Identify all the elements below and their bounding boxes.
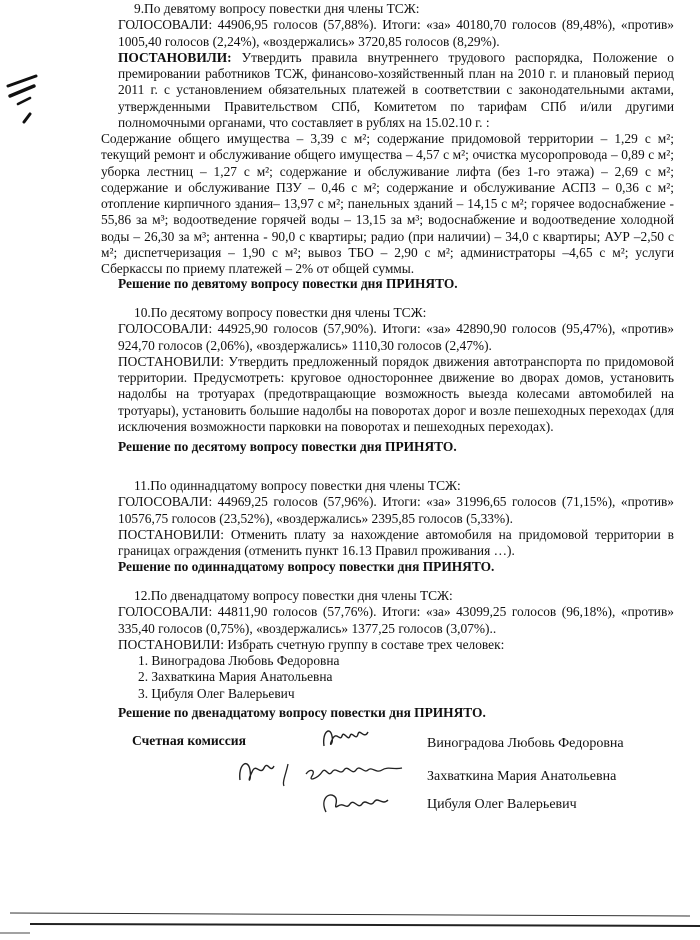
list-item: 2. Захваткина Мария Анатольевна [138,669,333,685]
signature-vinogradova [318,722,378,754]
item-9-resolved-label: ПОСТАНОВИЛИ: [118,49,232,65]
list-item: 3. Цибуля Олег Валерьевич [138,685,295,701]
signer-name-2: Захваткина Мария Анатольевна [427,769,617,784]
margin-pen-mark [2,70,42,130]
item-12-resolved: ПОСТАНОВИЛИ: Избрать счетную группу в составе трех человек: [118,636,505,652]
item-11-resolved: ПОСТАНОВИЛИ: Отменить плату за нахождение автомобиля на придомовой территории в границах ограждения (отменить пункт 16.13 Правил проживания …). [118,526,674,559]
item-11-block [118,478,674,576]
item-10-block [118,305,674,456]
signer-name-1: Виноградова Любовь Федоровна [427,736,624,751]
signature-tsibulya [318,786,398,820]
item-11-decision: Решение по одиннадцатому вопросу повестки дня ПРИНЯТО. [118,559,495,575]
item-10-heading: 10.По десятому вопросу повестки дня члены ТСЖ: [134,305,427,320]
item-9-costs-text: Содержание общего имущества – 3,39 с м²; содержание придомовой территории – 1,29 с м²; текущий ремонт и обслуживание общего имущества – 4,57 с м²; очистка мусоропровода – 0,89 с м²; уборка лестниц – 1,27 с м²; содержание и обслуживание лифта (без 1-го этажа) – 2,69 с м²; содержание и обслуживание ПЗУ – 0,46 с м²; содержание и обслуживание АСПЗ – 0,36 с м²; отопление кирпичного здания– 13,97 с м²; панельных зданий – 14,15 с м²; горячее водоснабжение - 55,86 за м³; водоотведение горячей воды – 13,15 за м³; водоснабжение и водоотведение холодной воды – 26,30 за м³; антенна - 90,0 с квартиры; радио (при наличии) – 34,0 с квартиры; АУР –2,50 с м²; диспетчеризация – 1,90 с м²; вывоз ТБО – 2,90 с м²; администраторы –4,65 с м²; услуги Сберкассы по приему платежей – 2% от общей суммы. [101,131,674,277]
signer-name-3: Цибуля Олег Валерьевич [427,797,577,812]
item-9-costs [101,131,674,278]
item-11-voted: ГОЛОСОВАЛИ: 44969,25 голосов (57,96%). Итоги: «за» 31996,65 голосов (71,15%), «против» 10576,75 голосов (23,52%), «воздержались» 2395,85 голосов (5,33%). [118,494,674,526]
item-10-resolved: ПОСТАНОВИЛИ: Утвердить предложенный порядок движения автотранспорта по придомовой территории. Предусмотреть: круговое одностороннее движение во дворах домов, установить надолбы на тротуарах (предотвращающие возможность выезда колесами автомобилей на тротуары), установить большие надолбы на поворотах дорог и возле пешеходных переходах (для исключения возможности парковки на поворотах и пешеходных переходах). [118,353,674,435]
item-9-voted: ГОЛОСОВАЛИ: 44906,95 голосов (57,88%). Итоги: «за» 40180,70 голосов (89,48%), «против» 1005,40 голосов (2,24%), «воздержались» 3720,85 голосов (8,29%). [118,17,674,49]
item-11-heading: 11.По одиннадцатому вопросу повестки дня члены ТСЖ: [134,478,461,493]
item-10-voted: ГОЛОСОВАЛИ: 44925,90 голосов (57,90%). Итоги: «за» 42890,90 голосов (95,47%), «против» 924,70 голосов (2,06%), «воздержались» 1110,30 голосов (2,47%). [118,321,674,353]
item-12-voted: ГОЛОСОВАЛИ: 44811,90 голосов (57,76%). Итоги: «за» 43099,25 голосов (96,18%), «против» 335,40 голосов (0,75%), «воздержались» 1377,25 голосов (3,07%).. [118,604,674,636]
item-12-decision: Решение по двенадцатому вопросу повестки дня ПРИНЯТО. [118,705,486,721]
item-9-decision: Решение по девятому вопросу повестки дня ПРИНЯТО. [118,276,458,291]
list-item: 1. Виноградова Любовь Федоровна [138,653,340,669]
counting-group-list [118,653,674,702]
item-9-resolved-text: Утвердить правила внутреннего трудового распорядка, Положение о премировании работников ТСЖ, финансово-хозяйственный план на 2010 г. и плановый период 2011 г. с установлением обязательных платежей в соответствии с законодательными актами, утвержденными Правительством СПб, Комитетом по тарифам СПб и/или другими полномочными органами, что составляет в рублях на 15.02.10 г. : [118,49,674,131]
item-12-heading: 12.По двенадцатому вопросу повестки дня члены ТСЖ: [134,588,453,603]
item-9-block [118,1,674,131]
item-9-heading: 9.По девятому вопросу повестки дня члены ТСЖ: [134,1,420,16]
commission-label: Счетная комиссия [132,733,246,748]
bottom-border-lines [0,910,700,940]
item-10-decision: Решение по десятому вопросу повестки дня ПРИНЯТО. [118,439,457,455]
item-12-block [118,588,674,721]
item-9-decision-wrap [118,276,674,292]
item-9-resolved [118,50,674,131]
